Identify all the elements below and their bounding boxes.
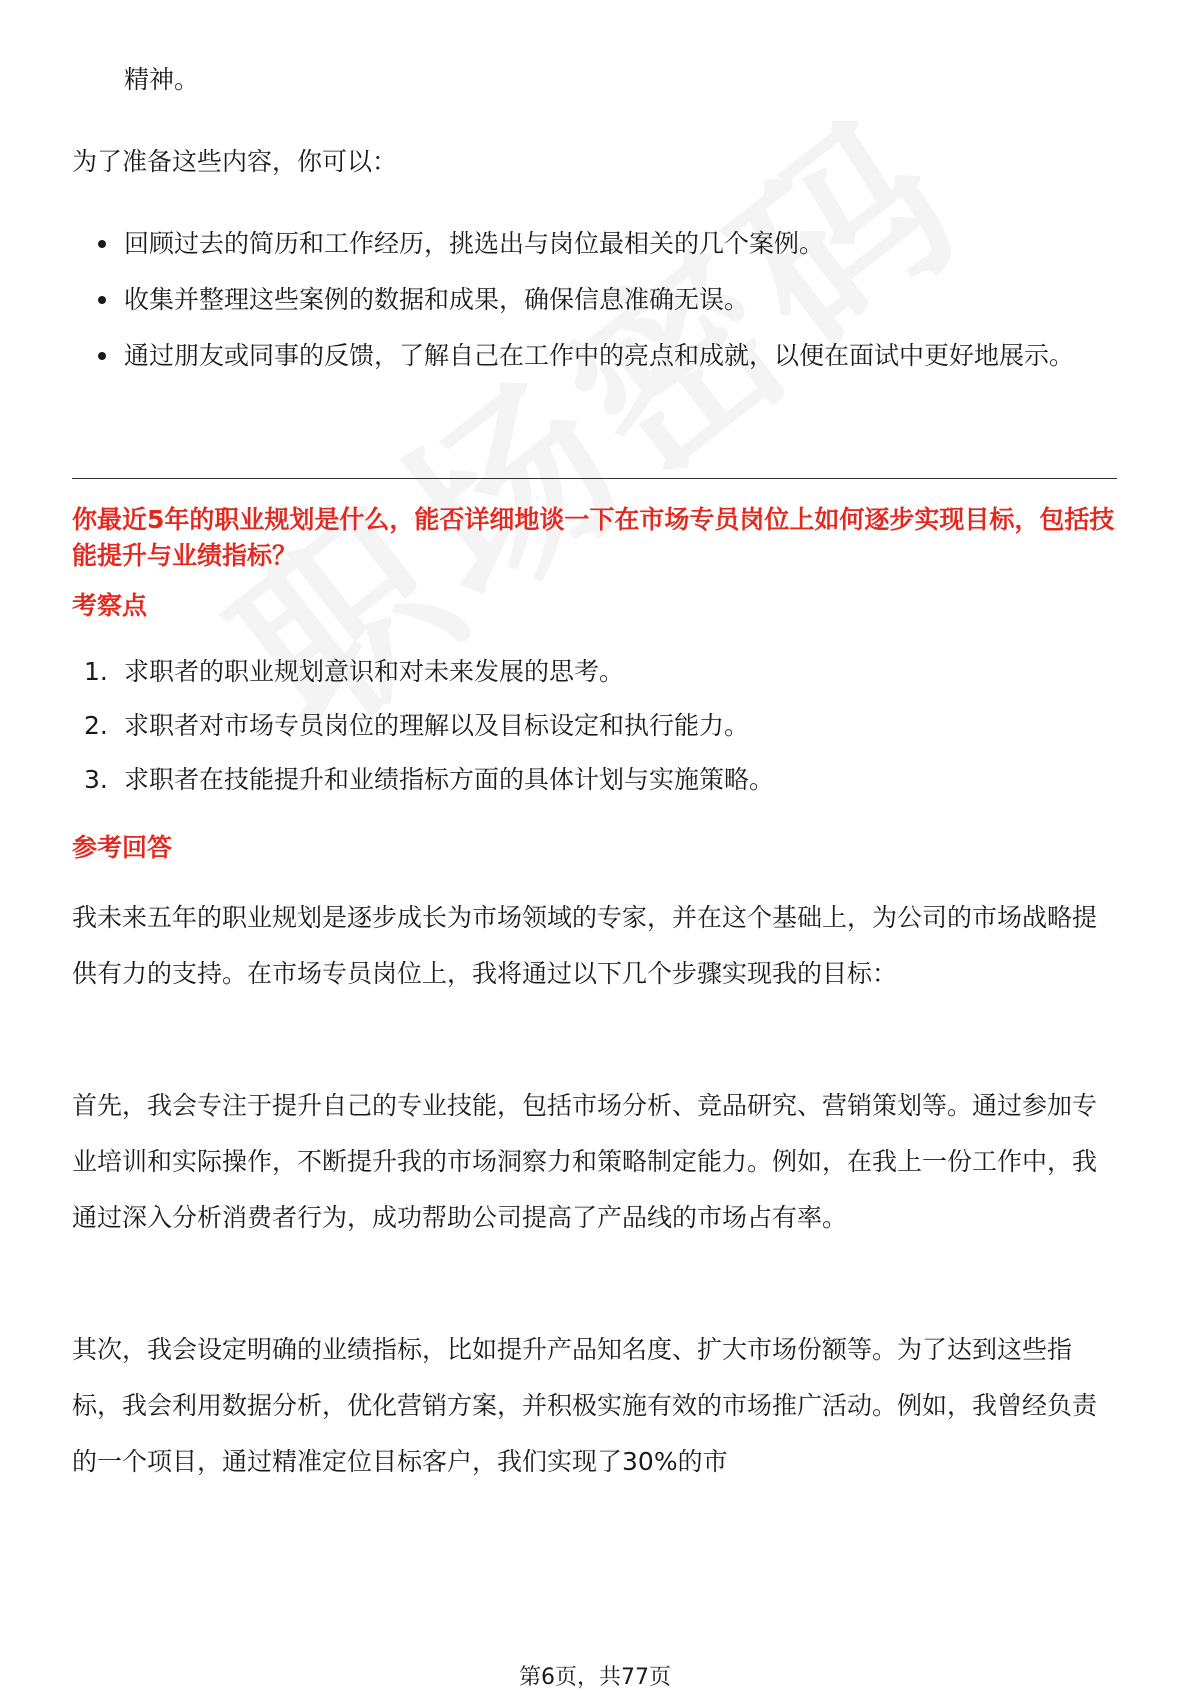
assessment-item: 求职者在技能提升和业绩指标方面的具体计划与实施策略。: [124, 765, 775, 794]
prep-intro: 为了准备这些内容，你可以：: [72, 147, 398, 176]
list-number: 2.: [84, 711, 108, 740]
assessment-heading: 考察点: [72, 591, 148, 620]
assessment-item: 求职者对市场专员岗位的理解以及目标设定和执行能力。: [124, 711, 750, 740]
bullet-icon: [98, 352, 106, 360]
prep-bullet-item: 收集并整理这些案例的数据和成果，确保信息准确无误。: [124, 285, 750, 314]
list-number: 1.: [84, 657, 108, 686]
list-number: 3.: [84, 765, 108, 794]
assessment-item: 求职者的职业规划意识和对未来发展的思考。: [124, 657, 625, 686]
answer-paragraph: 我未来五年的职业规划是逐步成长为市场领域的专家，并在这个基础上，为公司的市场战略提供有力的支持。在市场专员岗位上，我将通过以下几个步骤实现我的目标：: [72, 903, 1098, 988]
prep-bullet-item: 回顾过去的简历和工作经历，挑选出与岗位最相关的几个案例。: [124, 229, 825, 258]
prep-bullet-item: 通过朋友或同事的反馈，了解自己在工作中的亮点和成就，以便在面试中更好地展示。: [124, 341, 1075, 370]
answer-paragraph: 首先，我会专注于提升自己的专业技能，包括市场分析、竞品研究、营销策划等。通过参加专业培训和实际操作，不断提升我的市场洞察力和策略制定能力。例如，在我上一份工作中，我通过深入分析消费者行为，成功帮助公司提高了产品线的市场占有率。: [72, 1091, 1098, 1232]
answer-heading: 参考回答: [72, 833, 173, 862]
previous-continuation: 精神。: [124, 65, 200, 94]
bullet-icon: [98, 240, 106, 248]
section-divider: [72, 478, 1117, 479]
bullet-icon: [98, 296, 106, 304]
question-title: 你最近5年的职业规划是什么，能否详细地谈一下在市场专员岗位上如何逐步实现目标，包括技能提升与业绩指标？: [72, 505, 1115, 570]
answer-paragraph: 其次，我会设定明确的业绩指标，比如提升产品知名度、扩大市场份额等。为了达到这些指标，我会利用数据分析，优化营销方案，并积极实施有效的市场推广活动。例如，我曾经负责的一个项目，通过精准定位目标客户，我们实现了30%的市: [72, 1335, 1098, 1476]
page-footer: 第6页，共77页: [519, 1665, 671, 1690]
